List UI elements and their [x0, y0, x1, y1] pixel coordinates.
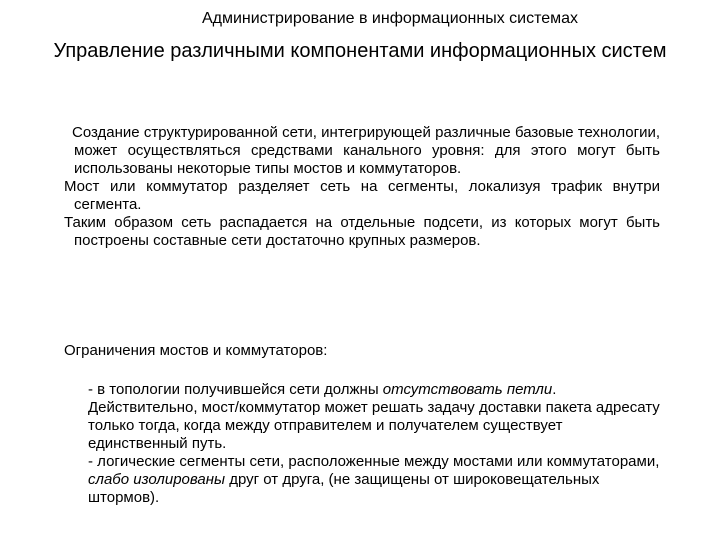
limitations-heading: Ограничения мостов и коммутаторов: — [64, 342, 328, 359]
paragraph-segmentation: Мост или коммутатор разделяет сеть на сегменты, локализуя трафик внутри сегмента. — [64, 178, 660, 213]
limitation-item-loops — [88, 381, 664, 453]
limitation-1-emphasis: отсутствовать петли — [382, 381, 553, 398]
slide-header: Администрирование в информационных системах — [201, 10, 579, 27]
limitation-1-text-start: - в топологии получившейся сети должны — [88, 381, 383, 398]
limitation-2-emphasis: слабо изолированы — [88, 471, 226, 488]
body-text — [64, 124, 660, 250]
limitations-list — [88, 381, 664, 507]
limitation-1-text-end: . Действительно, мост/коммутатор может решать задачу доставки пакета адресату только тогда, когда между отправителем и получателем существует единственный путь. — [88, 381, 660, 452]
limitation-2-text-end: друг от друга, (не защищены от широковещательных штормов). — [88, 471, 600, 506]
paragraph-structured-network: Создание структурированной сети, интегрирующей различные базовые технологии, может осуществляться средствами канального уровня: для этого могут быть использованы некоторые типы мостов и коммутаторов. — [72, 124, 660, 177]
paragraph-subnets: Таким образом сеть распадается на отдельные подсети, из которых могут быть построены составные сети достаточно крупных размеров. — [64, 214, 660, 249]
slide-title: Управление различными компонентами информационных систем — [53, 40, 667, 62]
limitation-item-isolation — [88, 453, 664, 507]
limitation-2-text-start: - логические сегменты сети, расположенные между мостами или коммутаторами, — [88, 453, 660, 470]
